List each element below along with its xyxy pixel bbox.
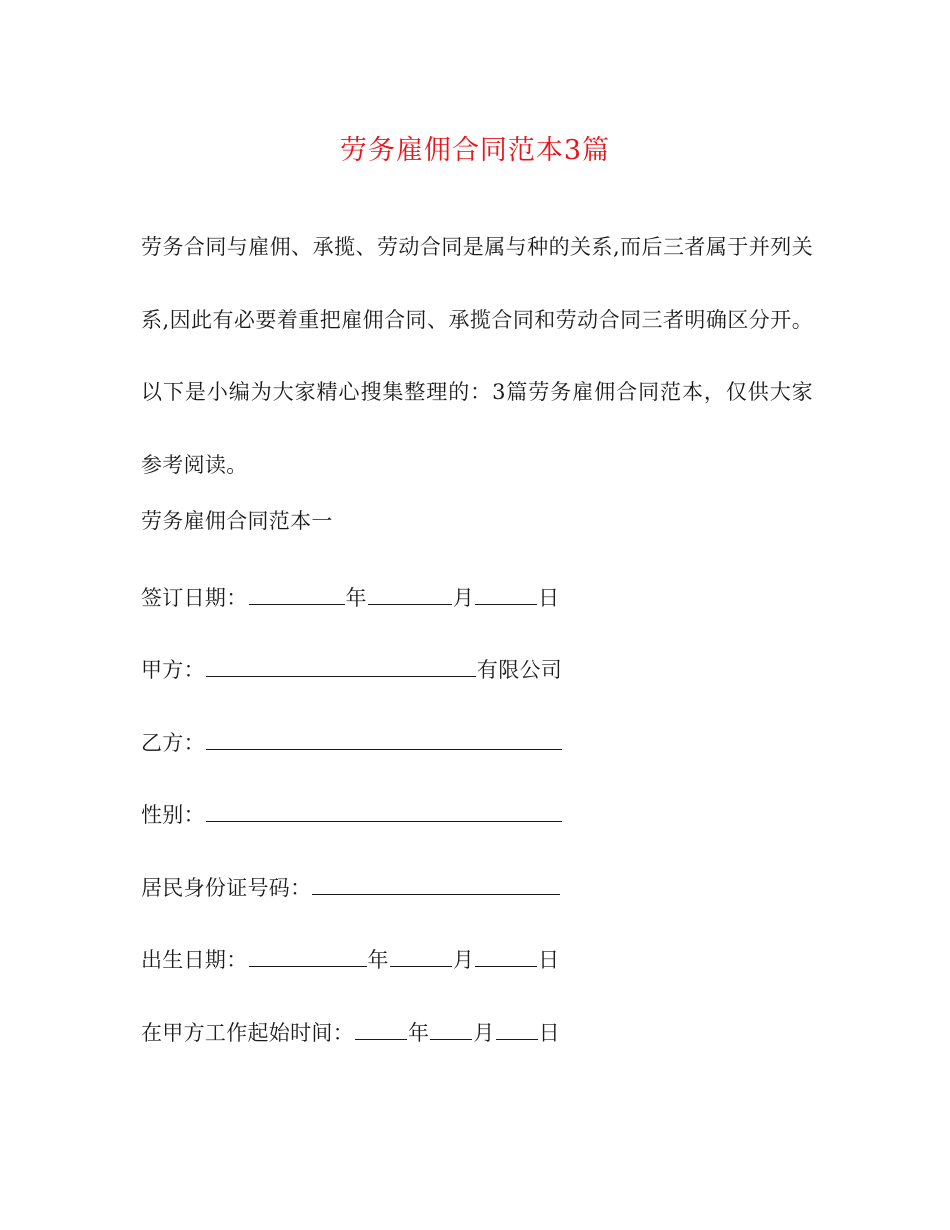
party-a-line <box>141 655 562 685</box>
sign-date-day-label: 日 <box>538 586 560 610</box>
birth-date-day-label: 日 <box>538 948 560 972</box>
party-a-suffix: 有限公司 <box>476 658 563 682</box>
id-number-line <box>141 873 561 903</box>
birth-date-year-blank[interactable] <box>249 945 367 967</box>
party-b-line <box>141 728 563 758</box>
party-b-blank[interactable] <box>206 728 562 750</box>
work-start-day-label: 日 <box>538 1021 560 1045</box>
work-start-month-label: 月 <box>473 1021 495 1045</box>
sign-date-month-label: 月 <box>452 586 475 610</box>
sign-date-line <box>141 583 559 613</box>
birth-date-year-label: 年 <box>367 948 389 972</box>
sign-date-month-blank[interactable] <box>368 583 452 605</box>
work-start-month-blank[interactable] <box>430 1018 472 1040</box>
section-heading: 劳务雇佣合同范本一 <box>141 509 333 533</box>
sign-date-year-blank[interactable] <box>249 583 345 605</box>
id-number-blank[interactable] <box>312 873 560 895</box>
birth-date-label: 出生日期： <box>141 948 248 972</box>
work-start-year-label: 年 <box>408 1021 430 1045</box>
birth-date-line <box>141 945 559 975</box>
gender-blank[interactable] <box>206 800 562 822</box>
party-a-label: 甲方： <box>141 658 205 682</box>
work-start-year-blank[interactable] <box>355 1018 407 1040</box>
work-start-line <box>141 1018 560 1048</box>
document-title: 劳务雇佣合同范本3篇 <box>339 135 611 166</box>
work-start-day-blank[interactable] <box>496 1018 538 1040</box>
sign-date-day-blank[interactable] <box>475 583 537 605</box>
gender-label: 性别： <box>141 803 205 827</box>
birth-date-day-blank[interactable] <box>475 945 537 967</box>
birth-date-month-label: 月 <box>452 948 475 972</box>
work-start-label: 在甲方工作起始时间： <box>141 1021 354 1045</box>
sign-date-year-label: 年 <box>345 586 367 610</box>
party-a-blank[interactable] <box>206 655 476 677</box>
birth-date-month-blank[interactable] <box>390 945 452 967</box>
id-number-label: 居民身份证号码： <box>141 876 312 900</box>
sign-date-label: 签订日期： <box>141 586 248 610</box>
gender-line <box>141 800 563 830</box>
party-b-label: 乙方： <box>141 731 205 755</box>
intro-paragraph: 劳务合同与雇佣、承揽、劳动合同是属与种的关系,而后三者属于并列关系,因此有必要着重把雇佣合同、承揽合同和劳动合同三者明确区分开。以下是小编为大家精心搜集整理的：3篇劳务雇佣合同范本，仅供大家参考阅读。 <box>141 235 813 477</box>
